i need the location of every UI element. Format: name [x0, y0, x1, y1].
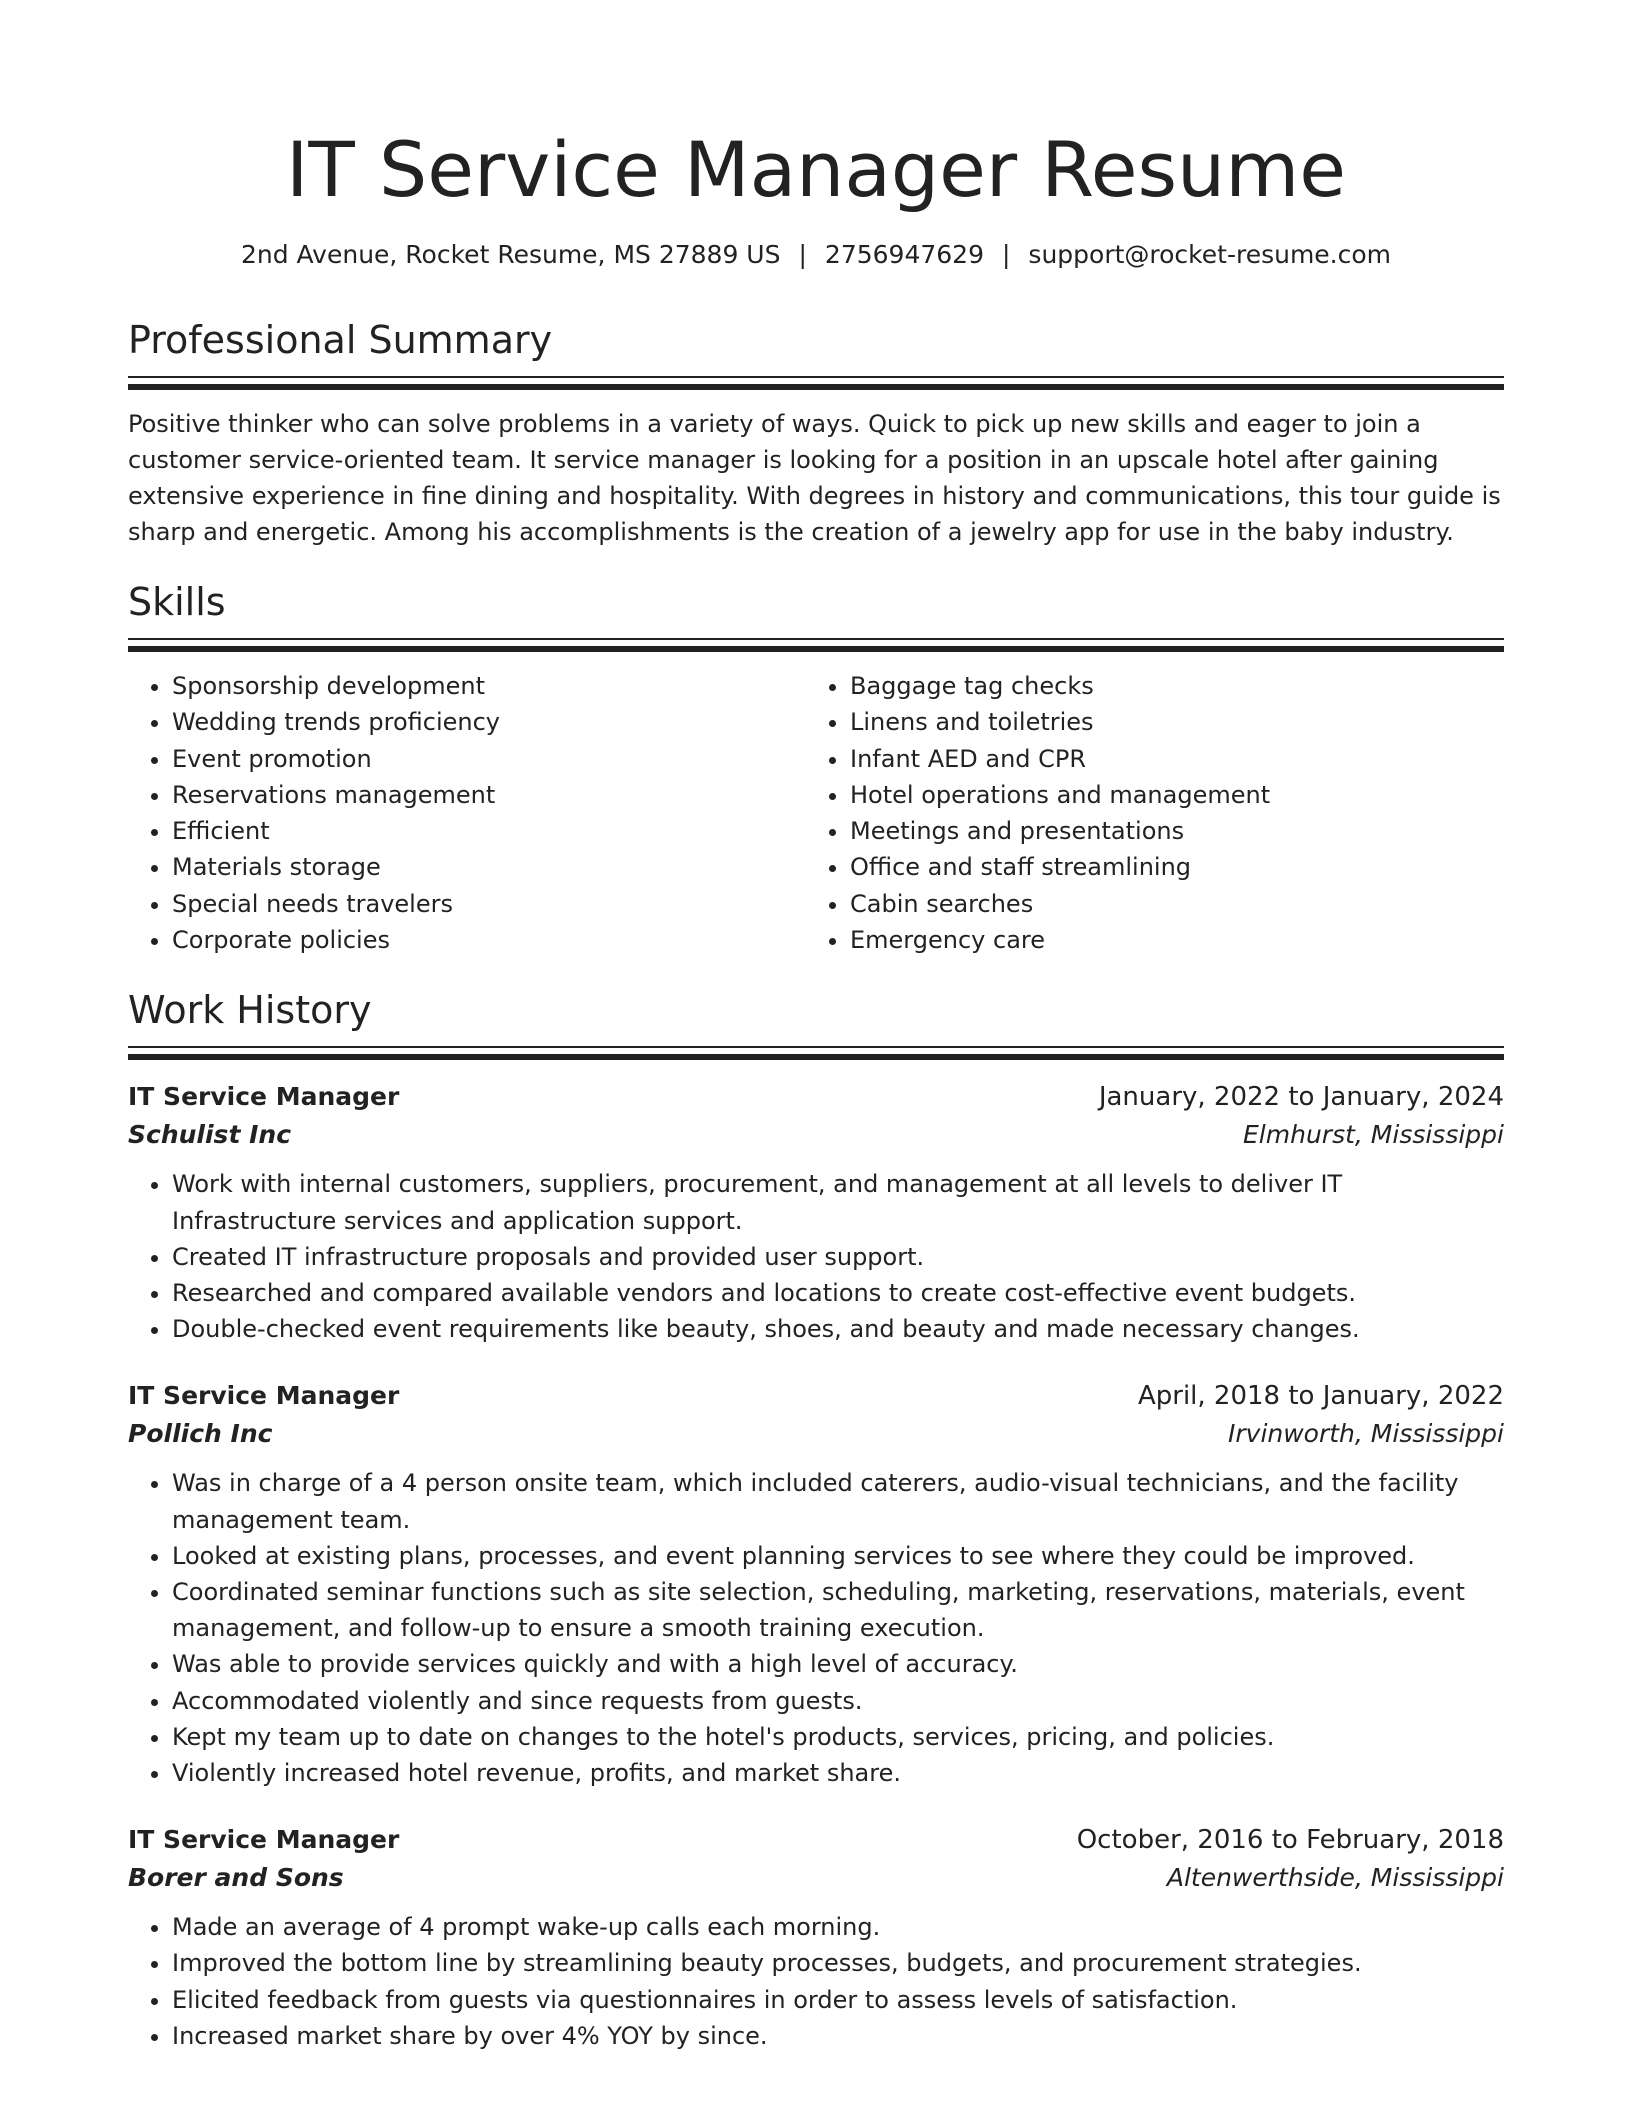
skill-item: • Corporate policies [172, 922, 806, 958]
job-bullet: • Accommodated violently and since requests from guests. [172, 1683, 1504, 1719]
skill-item: • Hotel operations and management [850, 777, 1484, 813]
job-bullet: • Was in charge of a 4 person onsite team, which included caterers, audio-visual technicians, and the facility management team. [172, 1465, 1504, 1537]
job-dates: April, 2018 to January, 2022 [1137, 1381, 1504, 1412]
job-company: Borer and Sons [128, 1863, 344, 1893]
job-bullets [128, 1166, 1504, 1347]
summary-text: Positive thinker who can solve problems in a variety of ways. Quick to pick up new skills and eager to join a customer service-oriented team. It service manager is looking for a position in an upscale hotel after gaining extensive experience in fine dining and hospitality. With degrees in history and communications, this tour guide is sharp and energetic. Among his accomplishments is the creation of a jewelry app for use in the baby industry. [128, 410, 1501, 546]
section-heading-summary: Professional Summary [128, 318, 553, 362]
job-bullet: • Looked at existing plans, processes, and event planning services to see where they could be improved. [172, 1538, 1504, 1574]
skill-item: • Emergency care [850, 922, 1484, 958]
skill-item: • Infant AED and CPR [850, 741, 1484, 777]
job-location: Altenwerthside, Mississippi [1166, 1863, 1504, 1893]
job-dates: October, 2016 to February, 2018 [1076, 1825, 1504, 1856]
skill-item: • Materials storage [172, 849, 806, 885]
skill-item: • Meetings and presentations [850, 813, 1484, 849]
job-header [128, 1821, 1504, 1859]
skill-item: • Special needs travelers [172, 886, 806, 922]
job-entry [128, 1078, 1504, 1347]
job-header [128, 1377, 1504, 1415]
job-header [128, 1078, 1504, 1116]
job-bullet: • Work with internal customers, suppliers, procurement, and management at all levels to deliver IT Infrastructure services and application support. [172, 1166, 1504, 1238]
job-bullet: • Increased market share by over 4% YOY by since. [172, 2018, 1504, 2054]
job-bullet: • Created IT infrastructure proposals and provided user support. [172, 1239, 1504, 1275]
job-bullet: • Violently increased hotel revenue, profits, and market share. [172, 1755, 1504, 1791]
job-entry [128, 1377, 1504, 1791]
contact-line [128, 238, 1504, 272]
job-bullets [128, 1465, 1504, 1791]
section-heading-skills: Skills [128, 580, 226, 624]
job-company: Schulist Inc [128, 1120, 292, 1150]
job-location: Elmhurst, Mississippi [1243, 1120, 1504, 1150]
job-bullet: • Elicited feedback from guests via questionnaires in order to assess levels of satisfaction. [172, 1982, 1504, 2018]
job-bullet: • Was able to provide services quickly and with a high level of accuracy. [172, 1646, 1504, 1682]
skill-item: • Cabin searches [850, 886, 1484, 922]
contact-separator: | [798, 240, 807, 269]
job-entry [128, 1821, 1504, 2054]
job-bullet: • Coordinated seminar functions such as site selection, scheduling, marketing, reservations, materials, event management, and follow-up to ensure a smooth training execution. [172, 1574, 1504, 1646]
skill-item: • Sponsorship development [172, 668, 806, 704]
resume-page [128, 0, 1504, 2054]
section-heading-work: Work History [128, 988, 372, 1033]
section-divider [128, 638, 1504, 654]
job-bullets [128, 1909, 1504, 2054]
skill-item: • Baggage tag checks [850, 668, 1484, 704]
job-subheader [128, 1116, 1504, 1154]
contact-address: 2nd Avenue, Rocket Resume, MS 27889 US [240, 240, 781, 269]
professional-summary-section [128, 316, 1504, 550]
contact-email: support@rocket-resume.com [1028, 240, 1392, 269]
job-title: IT Service Manager [128, 1381, 400, 1411]
job-title: IT Service Manager [128, 1825, 400, 1855]
skills-list-left [128, 668, 806, 958]
section-divider [128, 376, 1504, 392]
skill-item: • Office and staff streamlining [850, 849, 1484, 885]
skill-item: • Event promotion [172, 741, 806, 777]
job-company: Pollich Inc [128, 1419, 273, 1449]
skill-item: • Reservations management [172, 777, 806, 813]
skills-list-right [806, 668, 1484, 958]
work-history-section [128, 986, 1504, 2054]
section-divider [128, 1046, 1504, 1062]
skill-item: • Efficient [172, 813, 806, 849]
job-subheader [128, 1859, 1504, 1897]
skill-item: • Linens and toiletries [850, 704, 1484, 740]
job-subheader [128, 1415, 1504, 1453]
job-location: Irvinworth, Mississippi [1228, 1419, 1504, 1449]
skill-item: • Wedding trends proficiency [172, 704, 806, 740]
skills-section [128, 578, 1504, 958]
skills-grid [128, 668, 1504, 958]
job-bullet: • Kept my team up to date on changes to the hotel's products, services, pricing, and policies. [172, 1719, 1504, 1755]
job-bullet: • Improved the bottom line by streamlining beauty processes, budgets, and procurement strategies. [172, 1945, 1504, 1981]
contact-phone: 2756947629 [824, 240, 984, 269]
job-dates: January, 2022 to January, 2024 [1098, 1082, 1504, 1113]
job-bullet: • Made an average of 4 prompt wake-up calls each morning. [172, 1909, 1504, 1945]
resume-title: IT Service Manager Resume [285, 125, 1347, 214]
job-bullet: • Double-checked event requirements like beauty, shoes, and beauty and made necessary changes. [172, 1311, 1504, 1347]
job-bullet: • Researched and compared available vendors and locations to create cost-effective event budgets. [172, 1275, 1504, 1311]
contact-separator: | [1001, 240, 1011, 269]
job-title: IT Service Manager [128, 1082, 400, 1112]
